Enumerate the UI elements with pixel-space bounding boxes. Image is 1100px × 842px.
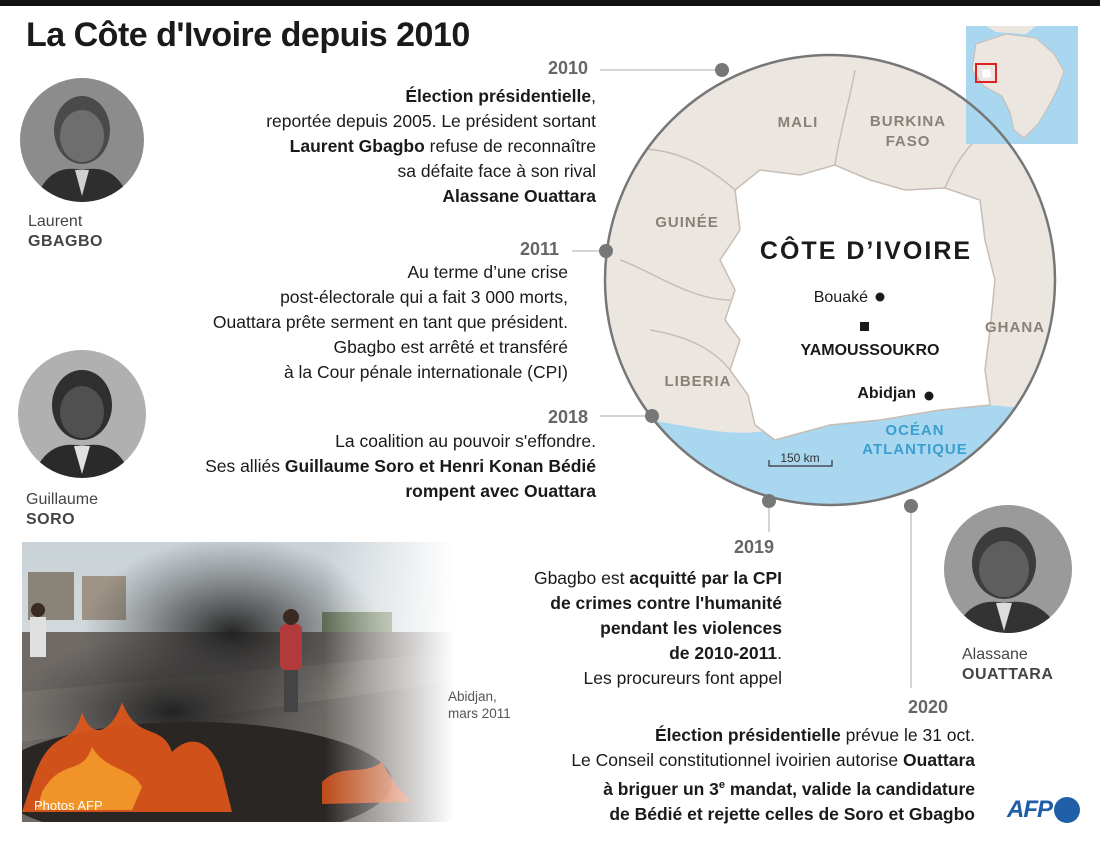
afp-logo-dot <box>1054 797 1080 823</box>
event-segment: sa défaite face à son rival <box>397 161 596 181</box>
photo-credit: Photos AFP <box>34 798 103 813</box>
city-yamoussoukro: YAMOUSSOUKRO <box>800 342 940 359</box>
name-ouattara: Alassane OUATTARA <box>962 646 1054 683</box>
timeline-dot-2019 <box>762 494 776 508</box>
event-segment: Laurent Gbagbo <box>289 136 425 156</box>
year-2011: 2011 <box>520 239 560 259</box>
ocean-label-1: OCÉAN <box>885 422 945 439</box>
event-line <box>571 802 975 827</box>
event-segment: Gbagbo est arrêté et transféré <box>333 337 568 357</box>
event-segment: rompent avec Ouattara <box>405 481 596 501</box>
label-guinee: GUINÉE <box>655 214 719 231</box>
event-segment: à briguer un 3 <box>603 778 719 799</box>
event-segment: post-électorale qui a fait 3 000 morts, <box>280 287 568 307</box>
event-line <box>213 335 568 360</box>
event-segment: de 2010-2011 <box>669 643 778 663</box>
event-segment: acquitté par la CPI <box>629 568 782 588</box>
event-segment: e <box>718 779 726 791</box>
timeline-dot-2010 <box>715 63 729 77</box>
portrait-soro <box>18 350 146 478</box>
event-line <box>266 159 596 184</box>
label-faso: FASO <box>885 133 931 150</box>
event-segment: Alassane Ouattara <box>442 186 596 206</box>
year-2019: 2019 <box>734 537 775 557</box>
event-segment: pendant les violences <box>600 618 782 638</box>
event-segment: Ses alliés <box>205 456 285 476</box>
timeline-dot-2011 <box>599 244 613 258</box>
scale-label: 150 km <box>780 451 820 465</box>
timeline-dot-2018 <box>645 409 659 423</box>
portrait-ouattara <box>944 505 1072 633</box>
afp-logo <box>1007 796 1080 824</box>
event-segment: de Bédié et rejette celles de Soro et Gbagbo <box>609 803 975 824</box>
label-ghana: GHANA <box>985 319 1045 336</box>
event-segment: Au terme d’une crise <box>407 262 568 282</box>
event-segment: de crimes contre l'humanité <box>550 593 782 613</box>
name-soro: Guillaume SORO <box>26 491 99 528</box>
event-segment: Le Conseil constitutionnel ivoirien autorise <box>571 750 904 770</box>
event-segment: Élection présidentielle <box>655 725 841 745</box>
event-line <box>266 184 596 209</box>
event-line <box>205 454 596 479</box>
event-line <box>534 616 782 641</box>
event-line <box>213 310 568 335</box>
name-gbagbo: Laurent GBAGBO <box>28 213 103 250</box>
event-segment: mandat, valide la candidature <box>725 778 975 799</box>
event-2010-text <box>266 84 596 209</box>
event-2018-text <box>205 429 596 504</box>
event-2019-text <box>534 566 782 691</box>
year-2010: 2010 <box>548 58 589 78</box>
event-line <box>205 479 596 504</box>
event-line <box>571 723 975 748</box>
event-line <box>213 285 568 310</box>
event-line <box>205 429 596 454</box>
year-2020: 2020 <box>908 697 949 717</box>
event-line <box>213 260 568 285</box>
event-line <box>534 666 782 691</box>
city-bouake: Bouaké <box>813 289 868 306</box>
label-country: CÔTE D’IVOIRE <box>759 237 973 265</box>
city-abidjan: Abidjan <box>857 385 916 402</box>
label-liberia: LIBERIA <box>664 373 732 390</box>
event-line <box>534 591 782 616</box>
event-line <box>266 134 596 159</box>
event-segment: La coalition au pouvoir s'effondre. <box>335 431 596 451</box>
label-mali: MALI <box>777 114 819 131</box>
event-segment: Ouattara <box>903 750 975 770</box>
afp-logo-text: AFP <box>1007 796 1052 823</box>
label-burkina: BURKINA <box>869 113 947 130</box>
ocean-label-2: ATLANTIQUE <box>862 441 968 458</box>
event-line <box>534 641 782 666</box>
event-segment: refuse de reconnaître <box>424 136 596 156</box>
photo-caption: Abidjan, mars 2011 <box>448 689 511 721</box>
event-segment: Élection présidentielle <box>405 86 592 106</box>
event-segment: Gbagbo est <box>533 568 630 588</box>
event-segment: Les procureurs font appel <box>583 668 782 688</box>
photo-abidjan <box>22 542 454 822</box>
timeline-dot-2020 <box>904 499 918 513</box>
event-segment: Ouattara prête serment en tant que président. <box>212 312 568 332</box>
event-2011-text <box>213 260 568 385</box>
event-line <box>213 360 568 385</box>
event-segment: . <box>777 643 782 663</box>
event-line <box>571 773 975 802</box>
event-line <box>571 748 975 773</box>
portrait-gbagbo <box>20 78 144 202</box>
page-title: La Côte d'Ivoire depuis 2010 <box>26 16 470 54</box>
event-line <box>534 566 782 591</box>
event-2020-text <box>571 723 975 827</box>
event-line <box>266 109 596 134</box>
event-segment: reportée depuis 2005. Le président sortant <box>266 111 596 131</box>
event-line <box>266 84 596 109</box>
year-2018: 2018 <box>548 407 589 427</box>
event-segment: , <box>591 86 596 106</box>
event-segment: à la Cour pénale internationale (CPI) <box>283 362 568 382</box>
event-segment: Guillaume Soro et Henri Konan Bédié <box>284 456 596 476</box>
event-segment: prévue le 31 oct. <box>840 725 975 745</box>
